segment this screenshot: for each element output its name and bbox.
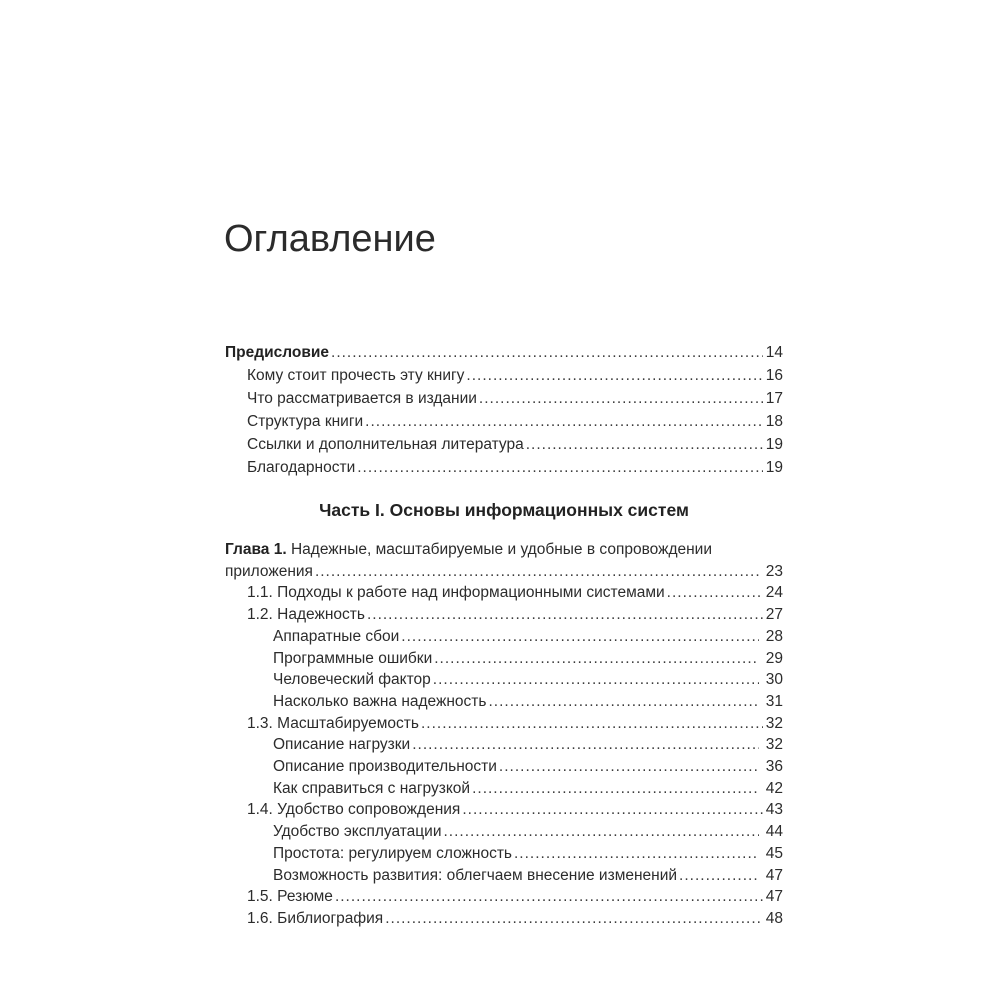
dot-leader [315, 561, 759, 583]
toc-entry-row [247, 456, 783, 479]
toc-entry-row [247, 886, 783, 908]
dot-leader [331, 341, 763, 364]
toc-entry [225, 387, 783, 410]
toc-entry [225, 713, 783, 735]
dot-leader [488, 691, 758, 713]
toc-entry [225, 456, 783, 479]
toc-entry-page: 42 [765, 779, 783, 797]
toc-entry-page: 48 [765, 909, 783, 927]
toc-entry [225, 734, 783, 756]
toc-entry-label: Что рассматривается в издании [247, 390, 477, 407]
toc-entry-row [247, 713, 783, 735]
dot-leader [472, 778, 759, 800]
chapter-number-label: Глава 1. [225, 541, 291, 558]
toc-entry-page: 24 [765, 584, 783, 602]
toc-entry-page: 47 [765, 866, 783, 884]
dot-leader [499, 756, 759, 778]
page-title: Оглавление [224, 218, 436, 260]
toc-entry-page: 19 [765, 459, 783, 476]
toc-entry [225, 778, 783, 800]
toc-entry-row [273, 778, 783, 800]
toc-entry [225, 865, 783, 887]
toc-entry [225, 669, 783, 691]
toc-entry [225, 886, 783, 908]
toc-entry-label: Надежные, масштабируемые и удобные в сопровождении [290, 541, 712, 558]
toc-entry-page: 27 [765, 606, 783, 624]
toc-entry-page: 23 [765, 562, 783, 580]
toc-entry-row [247, 364, 783, 387]
toc-entry-label: Предисловие [225, 344, 330, 361]
dot-leader [367, 604, 763, 626]
toc-entry-label: Возможность развития: облегчаем внесение изменений [273, 866, 678, 884]
toc-entry-label: Структура книги [247, 413, 364, 430]
part-heading: Часть I. Основы информационных систем [319, 500, 689, 520]
toc-entry-label: Программные ошибки [273, 649, 433, 667]
dot-leader [434, 648, 759, 670]
toc-entry-page: 47 [765, 888, 783, 906]
toc-entry-row [273, 821, 783, 843]
toc-entry-label: Аппаратные сбои [273, 627, 400, 645]
toc-entry-label: 1.1. Подходы к работе над информационными системами [247, 584, 665, 602]
toc-entry-page: 32 [765, 714, 783, 732]
dot-leader [526, 433, 763, 456]
toc-entry-label: 1.3. Масштабируемость [247, 714, 419, 732]
toc-entry [225, 648, 783, 670]
toc-entry-row [273, 756, 783, 778]
toc-entry-page: 28 [765, 627, 783, 645]
toc-entry-row [247, 433, 783, 456]
toc-entry-page: 44 [765, 823, 783, 841]
dot-leader [412, 734, 759, 756]
dot-leader [335, 886, 763, 908]
dot-leader [462, 799, 762, 821]
toc-entry [225, 341, 783, 364]
dot-leader [479, 387, 763, 410]
toc-entry-row [247, 799, 783, 821]
toc-entry-label: Удобство эксплуатации [273, 823, 442, 841]
toc-entry-label: Насколько важна надежность [273, 692, 487, 710]
toc-entry-label: Человеческий фактор [273, 671, 431, 689]
toc-entry-page: 30 [765, 671, 783, 689]
toc-entry [225, 821, 783, 843]
toc-entry-label: 1.2. Надежность [247, 606, 365, 624]
dot-leader [679, 865, 759, 887]
toc-entry [225, 604, 783, 626]
toc-entry-label: Ссылки и дополнительная литература [247, 436, 524, 453]
toc-entry-label: Простота: регулируем сложность [273, 844, 512, 862]
toc-entry-label-continued: приложения [225, 562, 313, 580]
toc-entry-page: 29 [765, 649, 783, 667]
toc-entry [225, 626, 783, 648]
toc-entry-page: 32 [765, 736, 783, 754]
toc-entry-label: 1.6. Библиография [247, 909, 384, 927]
toc-entry-label: Благодарности [247, 459, 356, 476]
toc-entry-page: 18 [765, 413, 783, 430]
toc-entry-page: 14 [765, 344, 783, 361]
toc-entry-row [273, 691, 783, 713]
toc-entry-row [247, 410, 783, 433]
toc-entry-row [273, 669, 783, 691]
toc-entry [225, 691, 783, 713]
toc-entry-label: Кому стоит прочесть эту книгу [247, 367, 465, 384]
toc-entry-label: 1.4. Удобство сопровождения [247, 801, 461, 819]
table-of-contents [225, 341, 783, 930]
toc-entry-row [273, 626, 783, 648]
toc-entry-row [247, 582, 783, 604]
toc-entry-row [247, 604, 783, 626]
dot-leader [421, 713, 763, 735]
dot-leader [365, 410, 763, 433]
toc-entry-row [273, 865, 783, 887]
toc-entry-row [273, 843, 783, 865]
dot-leader [667, 582, 763, 604]
toc-entry [225, 799, 783, 821]
toc-entry [225, 410, 783, 433]
dot-leader [433, 669, 759, 691]
toc-entry-chapter [225, 539, 783, 582]
toc-entry [225, 582, 783, 604]
dot-leader [444, 821, 759, 843]
toc-entry-line2 [225, 561, 783, 583]
toc-entry [225, 364, 783, 387]
dot-leader [514, 843, 759, 865]
toc-entry-page: 16 [765, 367, 783, 384]
toc-entry-label: Описание нагрузки [273, 736, 411, 754]
toc-entry-page: 36 [765, 758, 783, 776]
toc-entry [225, 843, 783, 865]
dot-leader [401, 626, 758, 648]
toc-entry [225, 433, 783, 456]
toc-entry-page: 19 [765, 436, 783, 453]
toc-entry-page: 17 [765, 390, 783, 407]
toc-entry-page: 43 [765, 801, 783, 819]
toc-entry-row [273, 734, 783, 756]
toc-entry-label: Описание производительности [273, 758, 497, 776]
toc-entry [225, 908, 783, 930]
toc-entry-page: 31 [765, 692, 783, 710]
toc-entry-page: 45 [765, 844, 783, 862]
toc-entry-label: 1.5. Резюме [247, 888, 333, 906]
toc-entry-label: Как справиться с нагрузкой [273, 779, 471, 797]
toc-entry-row [247, 387, 783, 410]
dot-leader [385, 908, 763, 930]
dot-leader [357, 456, 763, 479]
toc-entry-row [273, 648, 783, 670]
toc-entry [225, 756, 783, 778]
toc-entry-line1 [225, 539, 783, 561]
toc-entry-row [225, 341, 783, 364]
dot-leader [466, 364, 762, 387]
toc-entry-row [247, 908, 783, 930]
